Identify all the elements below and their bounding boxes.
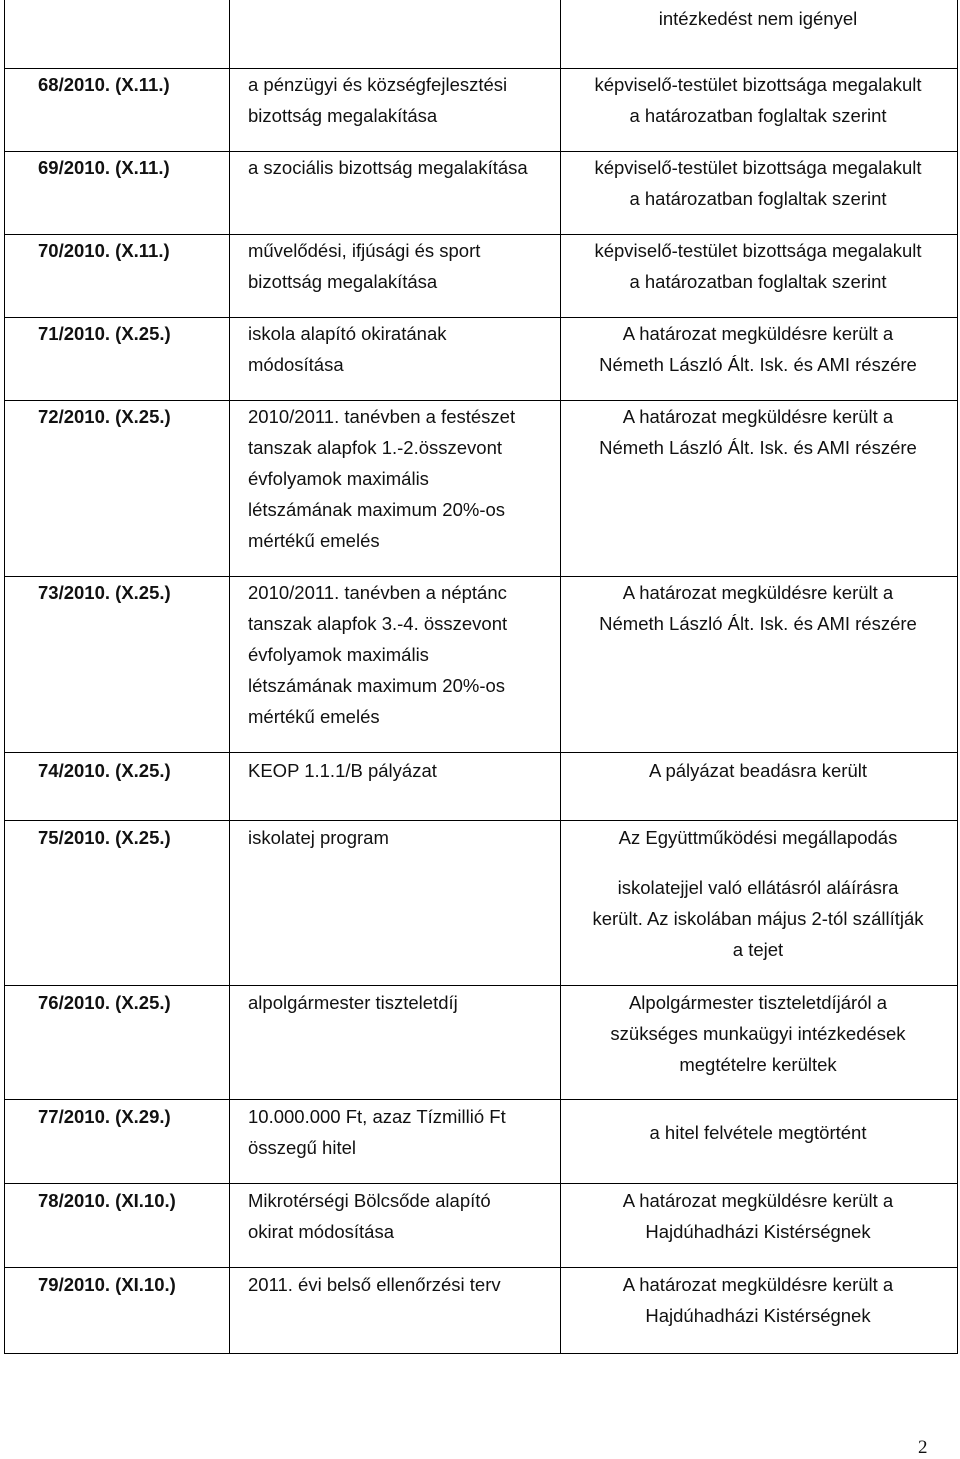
result-line: Németh László Ált. Isk. és AMI részére <box>599 613 917 634</box>
top-row-result <box>566 3 950 34</box>
resolution-result <box>566 235 950 297</box>
subject-line: létszámának maximum 20%-os <box>248 675 506 696</box>
result-line: Németh László Ált. Isk. és AMI részére <box>599 354 917 375</box>
resolution-number: 76/2010. (X.25.) <box>38 992 171 1013</box>
column-divider <box>560 0 561 1354</box>
subject-line: mértékű emelés <box>248 706 380 727</box>
row-divider <box>4 752 958 753</box>
result-line: A határozat megküldésre került a <box>622 1190 894 1211</box>
resolution-subject <box>248 152 550 183</box>
resolution-subject <box>248 1185 550 1247</box>
resolution-result <box>566 987 950 1080</box>
resolution-subject <box>248 1269 550 1300</box>
result-line: a tejet <box>732 939 784 960</box>
row-divider <box>4 1099 958 1100</box>
result-line: A határozat megküldésre került a <box>622 582 894 603</box>
page-number: 2 <box>918 1437 928 1458</box>
subject-line: évfolyamok maximális <box>248 644 429 665</box>
subject-line: a szociális bizottság megalakítása <box>248 157 528 178</box>
result-line: Alpolgármester tiszteletdíjáról a <box>628 992 888 1013</box>
resolution-subject <box>248 401 550 556</box>
resolution-number: 71/2010. (X.25.) <box>38 323 171 344</box>
row-divider <box>4 985 958 986</box>
resolution-result <box>566 822 950 853</box>
resolution-number: 78/2010. (XI.10.) <box>38 1190 176 1211</box>
subject-line: bizottság megalakítása <box>248 105 438 126</box>
subject-line: Mikrotérségi Bölcsőde alapító <box>248 1190 491 1211</box>
result-line: a határozatban foglaltak szerint <box>629 271 887 292</box>
subject-line: alpolgármester tiszteletdíj <box>248 992 458 1013</box>
result-line: a hitel felvétele megtörtént <box>649 1122 867 1143</box>
subject-line: összegű hitel <box>248 1137 356 1158</box>
resolution-number: 75/2010. (X.25.) <box>38 827 171 848</box>
result-line: Németh László Ált. Isk. és AMI részére <box>599 437 917 458</box>
subject-line: létszámának maximum 20%-os <box>248 499 506 520</box>
resolution-result <box>566 69 950 131</box>
resolution-subject <box>248 318 550 380</box>
result-line: a határozatban foglaltak szerint <box>629 105 887 126</box>
result-line: Hajdúhadházi Kistérségnek <box>645 1221 871 1242</box>
row-divider <box>4 1183 958 1184</box>
resolution-number: 74/2010. (X.25.) <box>38 760 171 781</box>
row-divider <box>4 1267 958 1268</box>
result-line: megtételre kerültek <box>679 1054 837 1075</box>
result-line: A határozat megküldésre került a <box>622 1274 894 1295</box>
result-line: képviselő-testület bizottsága megalakult <box>594 74 922 95</box>
result-line: A határozat megküldésre került a <box>622 406 894 427</box>
result-line: a határozatban foglaltak szerint <box>629 188 887 209</box>
resolution-result <box>566 1117 950 1148</box>
subject-line: tanszak alapfok 1.-2.összevont <box>248 437 503 458</box>
result-line: A pályázat beadásra került <box>648 760 868 781</box>
subject-line: 2010/2011. tanévben a néptánc <box>248 582 507 603</box>
resolution-result <box>566 1185 950 1247</box>
resolution-number: 70/2010. (X.11.) <box>38 240 170 261</box>
row-divider <box>4 820 958 821</box>
result-line: intézkedést nem igényel <box>658 8 858 29</box>
resolution-subject <box>248 755 550 786</box>
subject-line: iskolatej program <box>248 827 389 848</box>
resolution-result-continued <box>566 872 950 965</box>
result-line: Az Együttműködési megállapodás <box>618 827 898 848</box>
resolution-subject <box>248 69 550 131</box>
resolution-number: 73/2010. (X.25.) <box>38 582 171 603</box>
subject-line: okirat módosítása <box>248 1221 395 1242</box>
resolution-number: 68/2010. (X.11.) <box>38 74 170 95</box>
result-line: iskolatejjel való ellátásról aláírásra <box>617 877 899 898</box>
resolution-result <box>566 401 950 463</box>
subject-line: művelődési, ifjúsági és sport <box>248 240 481 261</box>
resolution-number: 77/2010. (X.29.) <box>38 1106 171 1127</box>
result-line: került. Az iskolában május 2-tól szállítják <box>592 908 924 929</box>
resolution-result <box>566 318 950 380</box>
result-line: Hajdúhadházi Kistérségnek <box>645 1305 871 1326</box>
result-line: képviselő-testület bizottsága megalakult <box>594 157 922 178</box>
resolution-number: 72/2010. (X.25.) <box>38 406 171 427</box>
resolution-result <box>566 1269 950 1331</box>
subject-line: tanszak alapfok 3.-4. összevont <box>248 613 508 634</box>
resolution-number: 79/2010. (XI.10.) <box>38 1274 176 1295</box>
subject-line: iskola alapító okiratának <box>248 323 447 344</box>
column-divider <box>229 0 230 1354</box>
subject-line: 10.000.000 Ft, azaz Tízmillió Ft <box>248 1106 506 1127</box>
subject-line: KEOP 1.1.1/B pályázat <box>248 760 437 781</box>
subject-line: mértékű emelés <box>248 530 380 551</box>
resolution-result <box>566 152 950 214</box>
resolution-number: 69/2010. (X.11.) <box>38 157 170 178</box>
result-line: képviselő-testület bizottsága megalakult <box>594 240 922 261</box>
resolution-subject <box>248 822 550 853</box>
subject-line: 2010/2011. tanévben a festészet <box>248 406 516 427</box>
subject-line: módosítása <box>248 354 344 375</box>
result-line: A határozat megküldésre került a <box>622 323 894 344</box>
subject-line: évfolyamok maximális <box>248 468 429 489</box>
resolution-result <box>566 577 950 639</box>
subject-line: a pénzügyi és községfejlesztési <box>248 74 508 95</box>
resolution-subject <box>248 987 550 1018</box>
resolution-subject <box>248 1101 550 1163</box>
subject-line: 2011. évi belső ellenőrzési terv <box>248 1274 501 1295</box>
resolution-result <box>566 755 950 786</box>
resolution-subject <box>248 235 550 297</box>
subject-line: bizottság megalakítása <box>248 271 438 292</box>
result-line: szükséges munkaügyi intézkedések <box>610 1023 906 1044</box>
resolution-subject <box>248 577 550 732</box>
